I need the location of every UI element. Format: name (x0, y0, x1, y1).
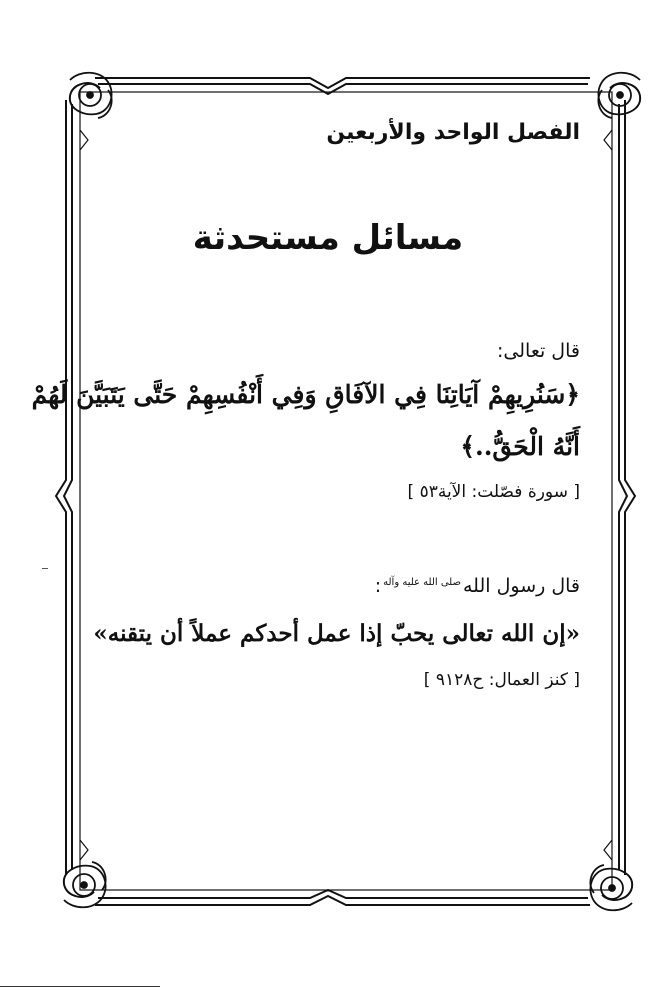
corner-ornament-top-left (70, 73, 112, 118)
salutation-glyph: صلى الله عليه وآله (383, 576, 461, 588)
hadith-intro (375, 575, 580, 597)
hadith-intro-text: قال رسول الله (462, 575, 580, 597)
quran-reference: [ سورة فصّلت: الآية٥٣ ] (407, 482, 580, 502)
quran-verse-line-2: أَنَّهُ الْحَقُّ..﴾ (460, 432, 580, 461)
hadith-reference: [ كنز العمال: ح٩١٢٨ ] (423, 670, 580, 690)
margin-mark (42, 568, 48, 569)
hadith-intro-colon: : (374, 575, 382, 597)
quran-intro: قال تعالى: (497, 340, 580, 362)
chapter-heading: الفصل الواحد والأربعين (326, 120, 580, 145)
hadith-text: «إن الله تعالى يحبّ إذا عمل أحدكم عملاً أن يتقنه» (93, 620, 580, 647)
section-title: مسائل مستحدثة (192, 218, 464, 258)
quran-verse-line-1: ﴿سَنُرِيهِمْ آيَاتِنَا فِي الآفَاقِ وَفِي أَنْفُسِهِمْ حَتَّى يَتَبَيَّنَ لَهُمْ (31, 380, 580, 409)
footnote-rule (0, 986, 160, 987)
corner-ornament-bottom-left (64, 862, 106, 907)
